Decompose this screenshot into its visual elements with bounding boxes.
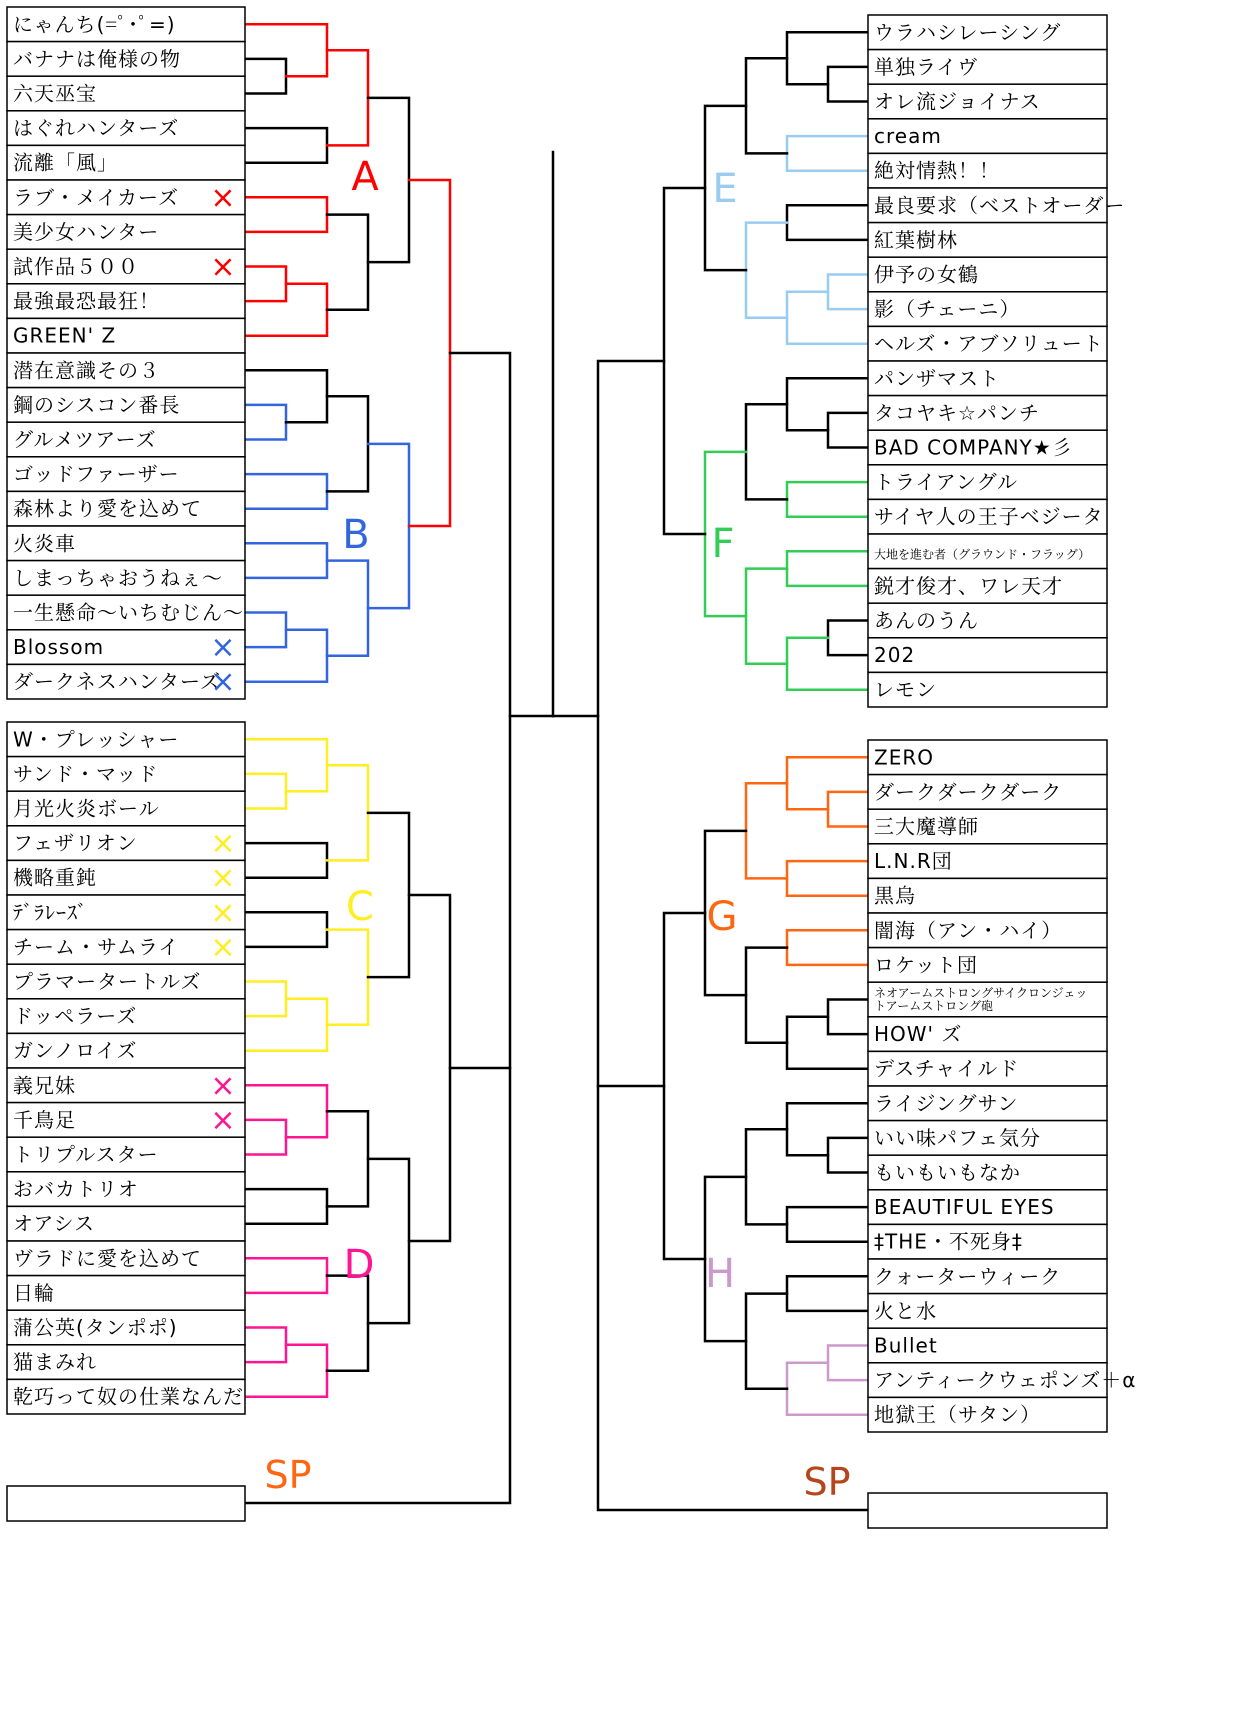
team-name: 千鳥足 <box>13 1107 76 1132</box>
bracket-line <box>828 413 868 448</box>
team-slot <box>868 430 1107 465</box>
group-label-e: E <box>712 166 738 212</box>
bracket-line <box>828 1346 868 1381</box>
team-name: ライジングサン <box>874 1091 1019 1116</box>
bracket-line <box>245 1189 327 1224</box>
team-slot <box>7 388 245 423</box>
team-name: 森林より愛を込めて <box>13 496 202 521</box>
bracket-line <box>327 396 368 491</box>
team-name: いい味パフェ気分 <box>874 1125 1041 1150</box>
team-slot <box>868 396 1107 431</box>
bracket-line <box>746 404 787 499</box>
team-name: BAD COMPANY★彡 <box>874 435 1073 460</box>
team-name: プラマータートルズ <box>13 969 202 994</box>
team-name: はぐれハンターズ <box>13 116 180 141</box>
team-slot <box>7 1103 245 1138</box>
bracket-line <box>368 1159 409 1323</box>
bracket-line <box>245 1328 286 1363</box>
team-slot <box>7 249 245 284</box>
group-label-g: G <box>706 894 738 940</box>
team-slot <box>7 1033 245 1068</box>
elimination-mark: × <box>210 1068 236 1104</box>
team-name: 潜在意識その３ <box>13 358 160 383</box>
team-name: グルメツアーズ <box>13 427 157 452</box>
team-slot <box>7 999 245 1034</box>
group-labels <box>264 154 850 1504</box>
team-name: cream <box>874 124 942 149</box>
team-slot <box>7 664 245 699</box>
team-slot <box>868 982 1107 1017</box>
team-name: 機略重鈍 <box>13 865 97 890</box>
team-slot <box>7 1345 245 1380</box>
team-name: 乾巧って奴の仕業なんだ <box>13 1384 244 1409</box>
group-label-c: C <box>346 884 374 930</box>
team-slot <box>7 7 245 42</box>
sp-box-left <box>7 1486 245 1521</box>
team-name: オレ流ジョイナス <box>874 89 1041 114</box>
team-name: ラブ・メイカーズ <box>13 185 179 210</box>
bracket-line <box>787 551 868 586</box>
bracket-line <box>245 774 286 809</box>
team-name: ダークダークダーク <box>874 779 1063 804</box>
group-label-f: F <box>711 521 735 567</box>
team-name: ウラハシレーシング <box>874 20 1062 45</box>
team-slot <box>868 257 1107 292</box>
team-name: 202 <box>874 643 916 668</box>
team-slot <box>868 809 1107 844</box>
team-slot <box>7 1172 245 1207</box>
team-name: 紅葉樹林 <box>874 227 958 252</box>
team-slot <box>7 930 245 965</box>
bracket-line <box>245 912 327 947</box>
bracket-line <box>746 223 787 318</box>
team-slot <box>7 215 245 250</box>
team-slot <box>7 1276 245 1311</box>
team-slot <box>868 499 1107 534</box>
bracket-line <box>327 765 368 860</box>
team-slot <box>7 1206 245 1241</box>
bracket-line <box>327 1111 368 1206</box>
team-name: L.N.R団 <box>874 849 953 874</box>
bracket-line <box>828 275 868 310</box>
team-name: ‡THE・不死身‡ <box>874 1229 1023 1254</box>
bracket-line <box>245 405 286 440</box>
team-name: アンティークウェポンズ＋α <box>874 1368 1137 1393</box>
team-slot <box>868 223 1107 258</box>
elimination-mark: × <box>210 180 236 216</box>
team-slot <box>7 964 245 999</box>
team-slot <box>7 145 245 180</box>
team-slot <box>868 15 1107 50</box>
sp-box-right <box>868 1493 1107 1528</box>
team-name: ZERO <box>874 745 934 770</box>
team-name: 影（チェーニ） <box>874 297 1021 322</box>
bracket-line <box>245 1120 286 1155</box>
team-name: 蒲公英(タンポポ) <box>13 1315 178 1340</box>
bracket-line <box>787 136 868 171</box>
team-name: ヘルズ・アブソリュート <box>874 331 1104 356</box>
bracket-line <box>746 1129 787 1224</box>
team-name: Bullet <box>874 1333 938 1358</box>
team-slot <box>7 630 245 665</box>
team-name: ヴラドに愛を込めて <box>13 1246 202 1271</box>
bracket-line <box>787 1276 868 1311</box>
team-boxes <box>7 7 1136 1528</box>
team-slot <box>868 50 1107 85</box>
team-name: フェザリオン <box>13 831 138 856</box>
bracket-line <box>245 1258 327 1293</box>
team-slot <box>7 1379 245 1414</box>
team-name: 黒烏 <box>874 883 916 908</box>
bracket-line <box>368 444 409 608</box>
team-name: 三大魔導師 <box>874 814 979 839</box>
team-name: ﾃﾞﾗﾚｰｽﾞ <box>13 900 88 925</box>
bracket-line <box>245 543 327 578</box>
team-slot <box>868 361 1107 396</box>
team-name: 地獄王（サタン） <box>874 1402 1041 1427</box>
bracket-line <box>787 205 868 240</box>
team-slot <box>7 860 245 895</box>
bracket-line <box>245 982 286 1017</box>
team-name: 鋭才俊才、ワレ天才 <box>874 573 1063 598</box>
team-slot <box>7 180 245 215</box>
bracket-line <box>245 267 286 302</box>
team-slot <box>7 318 245 353</box>
team-name: ダークネスハンターズ <box>13 669 221 694</box>
elimination-mark: × <box>210 1102 236 1138</box>
team-name: 大地を進む者（グラウンド・フラッグ） <box>874 547 1091 562</box>
bracket-line <box>368 813 409 977</box>
team-slot <box>868 948 1107 983</box>
team-name: トアームストロング砲 <box>874 999 994 1014</box>
team-name: ネオアームストロングサイクロンジェッ <box>874 986 1088 1001</box>
team-slot <box>868 292 1107 327</box>
team-slot <box>868 188 1125 223</box>
team-name: タコヤキ☆パンチ <box>874 400 1040 425</box>
bracket-line <box>746 948 787 1043</box>
elimination-mark: × <box>210 249 236 285</box>
bracket-line <box>327 1276 368 1371</box>
team-name: デスチャイルド <box>874 1056 1020 1081</box>
team-slot <box>868 569 1107 604</box>
team-slot <box>868 913 1107 948</box>
team-name: GREEN' Z <box>13 323 117 348</box>
team-name: 六天巫宝 <box>13 81 97 106</box>
team-name: 伊予の女鶴 <box>874 262 979 287</box>
team-slot <box>7 595 245 630</box>
team-slot <box>7 491 245 526</box>
group-label-b: B <box>342 512 370 558</box>
bracket-line <box>450 353 510 1068</box>
team-name: HOW' ズ <box>874 1022 963 1047</box>
team-name: クォーターウィーク <box>874 1264 1062 1289</box>
team-name: トライアングル <box>874 470 1018 495</box>
bracket-line <box>828 67 868 102</box>
team-slot <box>7 1068 245 1103</box>
bracket-line <box>409 180 450 526</box>
team-name: 美少女ハンター <box>13 219 160 244</box>
bracket-line <box>664 913 705 1259</box>
team-slot <box>7 42 245 77</box>
elimination-mark: × <box>210 630 236 666</box>
team-slot <box>868 1259 1107 1294</box>
team-slot <box>868 326 1107 361</box>
bracket-line <box>828 792 868 827</box>
bracket-line <box>746 569 787 664</box>
team-name: 最強最恐最狂！ <box>13 289 160 314</box>
team-name: もいもいもなか <box>874 1160 1021 1185</box>
team-name: 火炎車 <box>13 531 76 556</box>
elimination-mark: × <box>210 860 236 896</box>
bracket-line <box>787 861 868 896</box>
team-name: トリプルスター <box>13 1142 159 1167</box>
team-slot <box>868 1224 1107 1259</box>
sp-label-right: SP <box>803 1460 851 1504</box>
bracket-line <box>828 1138 868 1173</box>
team-name: 最良要求（ベストオーダー <box>874 193 1126 218</box>
team-slot <box>868 1363 1136 1398</box>
team-slot <box>868 603 1107 638</box>
bracket-line <box>245 59 286 94</box>
team-slot <box>868 672 1107 707</box>
bracket-line <box>664 188 705 534</box>
team-slot <box>7 791 245 826</box>
team-slot <box>868 1397 1107 1432</box>
team-name: 流離「風」 <box>13 150 118 175</box>
team-name: 義兄妹 <box>13 1073 76 1098</box>
team-name: レモン <box>874 677 937 702</box>
team-name: 試作品５００ <box>13 254 139 279</box>
bracket-line <box>245 474 327 509</box>
bracket-line <box>327 930 368 1025</box>
bracket-line <box>787 482 868 517</box>
group-label-h: H <box>704 1251 736 1297</box>
team-name: サイヤ人の王子ベジータ <box>874 504 1104 529</box>
team-slot <box>868 878 1107 913</box>
team-name: しまっちゃおうねぇ～ <box>13 565 223 590</box>
bracket-line <box>787 1207 868 1242</box>
team-slot <box>868 638 1107 673</box>
team-slot <box>7 422 245 457</box>
team-slot <box>7 561 245 596</box>
team-slot <box>868 1051 1107 1086</box>
team-name: 一生懸命～いちむじん～ <box>13 600 244 625</box>
team-slot <box>868 534 1107 569</box>
bracket-line <box>828 621 868 656</box>
bracket-line <box>746 1294 787 1389</box>
team-name: サンド・マッド <box>13 761 159 786</box>
team-name: あんのうん <box>874 608 979 633</box>
elimination-mark: × <box>210 895 236 931</box>
team-slot <box>7 826 245 861</box>
team-name: ロケット団 <box>874 952 978 977</box>
team-slot <box>868 1294 1107 1329</box>
team-slot <box>868 119 1107 154</box>
bracket-lines <box>245 24 868 1510</box>
team-name: 闇海（アン・ハイ） <box>874 918 1063 943</box>
team-name: 猫まみれ <box>13 1350 97 1375</box>
team-slot <box>7 76 245 111</box>
team-name: バナナは俺様の物 <box>13 46 181 71</box>
team-name: おバカトリオ <box>13 1177 139 1202</box>
team-name: 単独ライヴ <box>874 54 979 79</box>
bracket-line <box>746 58 787 153</box>
team-slot <box>7 722 245 757</box>
team-name: オアシス <box>13 1211 95 1236</box>
team-slot <box>868 84 1107 119</box>
team-name: BEAUTIFUL EYES <box>874 1195 1055 1220</box>
team-slot <box>7 526 245 561</box>
team-slot <box>868 844 1107 879</box>
bracket-line <box>828 1000 868 1035</box>
team-slot <box>868 1086 1107 1121</box>
team-name: 火と水 <box>874 1298 937 1323</box>
team-name: 日輪 <box>13 1280 55 1305</box>
bracket-line <box>327 561 368 656</box>
elimination-mark: × <box>210 929 236 965</box>
team-slot <box>868 1121 1107 1156</box>
bracket-line <box>245 128 327 163</box>
team-slot <box>868 1190 1107 1225</box>
bracket-line <box>598 361 664 1086</box>
bracket-line <box>245 613 286 648</box>
bracket-line <box>746 783 787 878</box>
team-slot <box>868 465 1107 500</box>
team-name: ガンノロイズ <box>13 1038 138 1063</box>
team-slot <box>7 457 245 492</box>
team-name: ゴッドファーザー <box>13 462 180 487</box>
team-slot <box>7 1310 245 1345</box>
bracket-line <box>787 930 868 965</box>
team-slot <box>7 353 245 388</box>
group-label-d: D <box>343 1242 375 1288</box>
team-name: W・プレッシャー <box>13 727 180 752</box>
team-slot <box>868 775 1107 810</box>
team-name: 鋼のシスコン番長 <box>13 392 181 417</box>
team-slot <box>868 740 1107 775</box>
team-slot <box>868 1328 1107 1363</box>
team-name: 絶対情熱！！ <box>874 158 1000 183</box>
team-slot <box>7 1241 245 1276</box>
team-slot <box>7 757 245 792</box>
team-slot <box>868 1155 1107 1190</box>
team-name: 月光火炎ボール <box>13 796 160 821</box>
bracket-line <box>327 215 368 310</box>
team-name: Blossom <box>13 635 105 660</box>
team-name: ドッペラーズ <box>13 1004 138 1029</box>
bracket-line <box>245 843 327 878</box>
team-slot <box>7 895 245 930</box>
team-slot <box>7 284 245 319</box>
group-label-a: A <box>351 154 379 200</box>
sp-label-left: SP <box>264 1453 312 1497</box>
team-name: チーム・サムライ <box>13 934 180 959</box>
team-slot <box>868 153 1107 188</box>
bracket-line <box>245 197 327 232</box>
team-name: パンザマスト <box>874 366 1000 391</box>
bracket-line <box>327 50 368 145</box>
team-slot <box>7 1137 245 1172</box>
elimination-mark: × <box>210 664 236 700</box>
team-slot <box>7 111 245 146</box>
team-slot <box>868 1017 1107 1052</box>
elimination-mark: × <box>210 826 236 862</box>
team-name: にゃんち(=ﾟ･ﾟ=) <box>13 12 176 37</box>
bracket-line <box>409 895 450 1241</box>
